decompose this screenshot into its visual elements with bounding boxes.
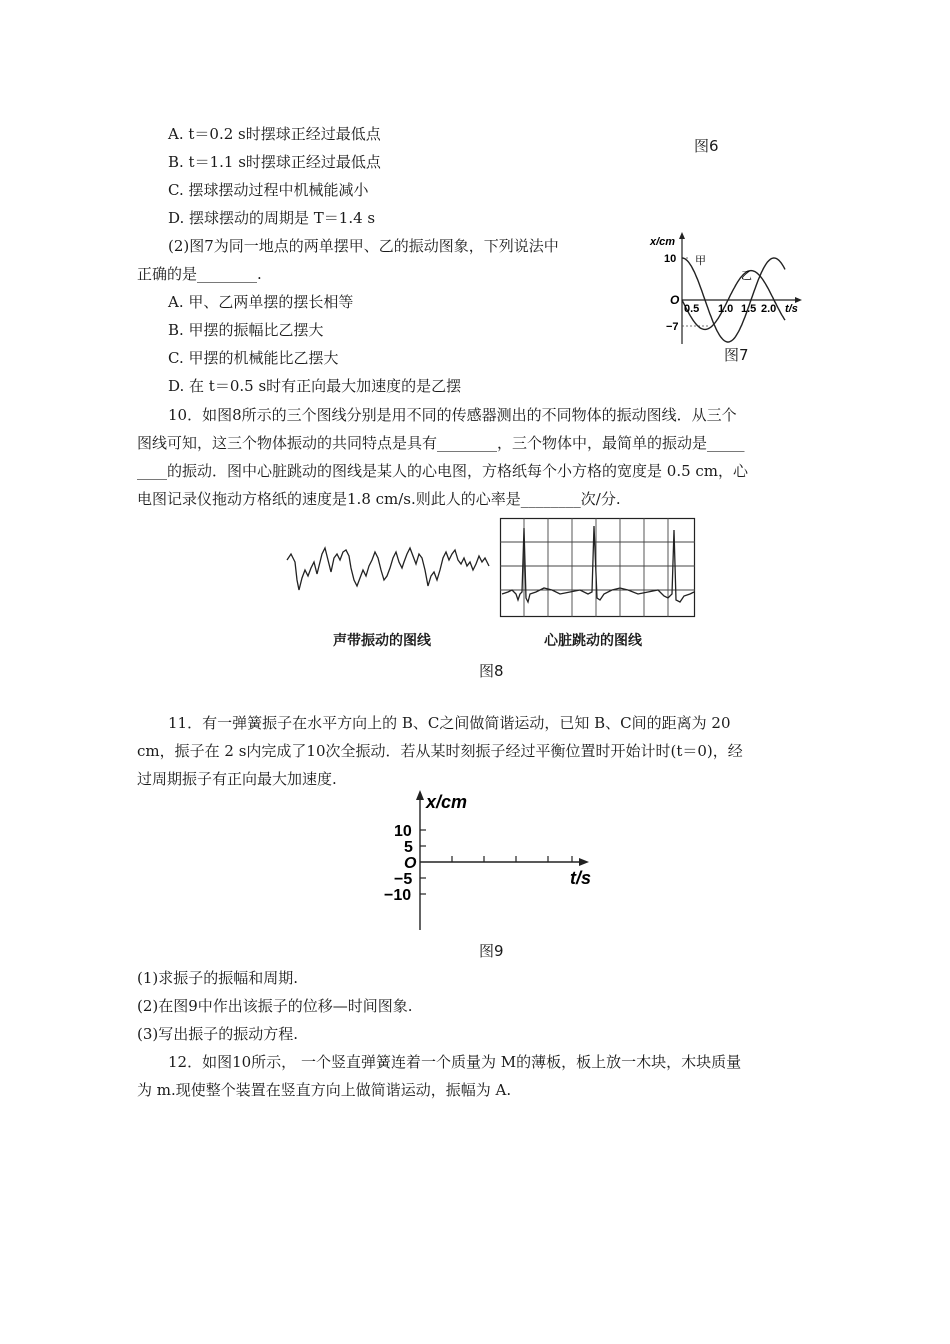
fig7-tick-1-5: 1.5 — [741, 303, 757, 315]
fig7-y-pos-label: 10 — [664, 253, 677, 265]
fig7-chart — [648, 232, 808, 347]
q9-part2-option-b: B. 甲摆的振幅比乙摆大 — [168, 321, 324, 339]
fig7-ylabel: x/cm — [650, 236, 676, 248]
fig9-caption: 图9 — [479, 942, 504, 960]
fig9-ylabel: x/cm — [426, 792, 468, 812]
q9-part2-option-d: D. 在 t＝0.5 s时有正向最大加速度的是乙摆 — [168, 377, 462, 395]
fig9-origin: O — [404, 855, 417, 872]
q9-option-c: C. 摆球摆动过程中机械能减小 — [168, 181, 369, 199]
q11-part-1: (1)求振子的振幅和周期. — [137, 969, 299, 987]
fig9-ytick-5: 5 — [404, 839, 413, 856]
q9-part2-stem-2: 正确的是________. — [137, 265, 262, 283]
fig9-ytick-neg5: −5 — [394, 871, 413, 888]
fig9-ytick-neg10: −10 — [384, 887, 412, 904]
q9-part2-stem-1: (2)图7为同一地点的两单摆甲、乙的振动图象，下列说法中 — [168, 237, 559, 255]
fig7-y-neg-label: −7 — [666, 321, 679, 333]
fig7-caption: 图7 — [724, 346, 749, 364]
fig7-series-yi-label: 乙 — [741, 269, 752, 282]
fig9-chart — [380, 786, 620, 936]
fig7-tick-0-5: 0.5 — [684, 303, 700, 315]
q9-option-a: A. t＝0.2 s时摆球正经过最低点 — [168, 125, 381, 143]
fig8-caption: 图8 — [479, 662, 504, 680]
fig7-tick-2-0: 2.0 — [761, 303, 777, 315]
q11-line-3: 过周期振子有正向最大加速度. — [137, 770, 337, 788]
q10-line-1: 10．如图8所示的三个图线分别是用不同的传感器测出的不同物体的振动图线．从三个 — [168, 406, 737, 424]
q9-option-b: B. t＝1.1 s时摆球正经过最低点 — [168, 153, 381, 171]
fig7-y-arrow — [679, 232, 685, 239]
q10-line-2: 图线可知，这三个物体振动的共同特点是具有________，三个物体中，最简单的振动是_____ — [137, 434, 745, 452]
fig6-caption: 图6 — [694, 137, 719, 155]
q11-part-2: (2)在图9中作出该振子的位移—时间图象. — [137, 997, 413, 1015]
q10-line-4: 电图记录仪拖动方格纸的速度是1.8 cm/s.则此人的心率是________次/分. — [137, 490, 621, 508]
q10-line-3: ____的振动．图中心脏跳动的图线是某人的心电图，方格纸每个小方格的宽度是 0.5 cm，心 — [137, 462, 749, 480]
q9-part2-option-c: C. 甲摆的机械能比乙摆大 — [168, 349, 339, 367]
q9-part2-option-a: A. 甲、乙两单摆的摆长相等 — [168, 293, 354, 311]
fig8-vocal-waveform — [285, 540, 495, 610]
fig9-xlabel: t/s — [570, 868, 592, 888]
fig7-origin: O — [670, 293, 680, 307]
q12-line-1: 12．如图10所示， 一个竖直弹簧连着一个质量为 M的薄板，板上放一木块，木块质量 — [168, 1053, 742, 1071]
q11-line-2: cm，振子在 2 s内完成了10次全振动．若从某时刻振子经过平衡位置时开始计时(t＝0)，经 — [137, 742, 743, 760]
fig9-x-arrow — [579, 858, 589, 866]
fig7-tick-1-0: 1.0 — [718, 303, 734, 315]
fig8-right-label: 心脏跳动的图线 — [544, 633, 642, 649]
fig9-ytick-10: 10 — [394, 823, 412, 840]
q11-line-1: 11．有一弹簧振子在水平方向上的 B、C之间做简谐运动，已知 B、C间的距离为 20 — [168, 714, 731, 732]
fig7-series-jia-label: 甲 — [695, 254, 706, 267]
fig9-y-arrow — [416, 790, 424, 800]
fig8-left-label: 声带振动的图线 — [333, 633, 431, 649]
fig8-ecg-grid — [500, 518, 696, 618]
q11-part-3: (3)写出振子的振动方程. — [137, 1025, 299, 1043]
q9-option-d: D. 摆球摆动的周期是 T＝1.4 s — [168, 209, 376, 227]
fig7-xlabel: t/s — [785, 303, 798, 315]
q12-line-2: 为 m.现使整个装置在竖直方向上做简谐运动，振幅为 A. — [137, 1081, 512, 1099]
